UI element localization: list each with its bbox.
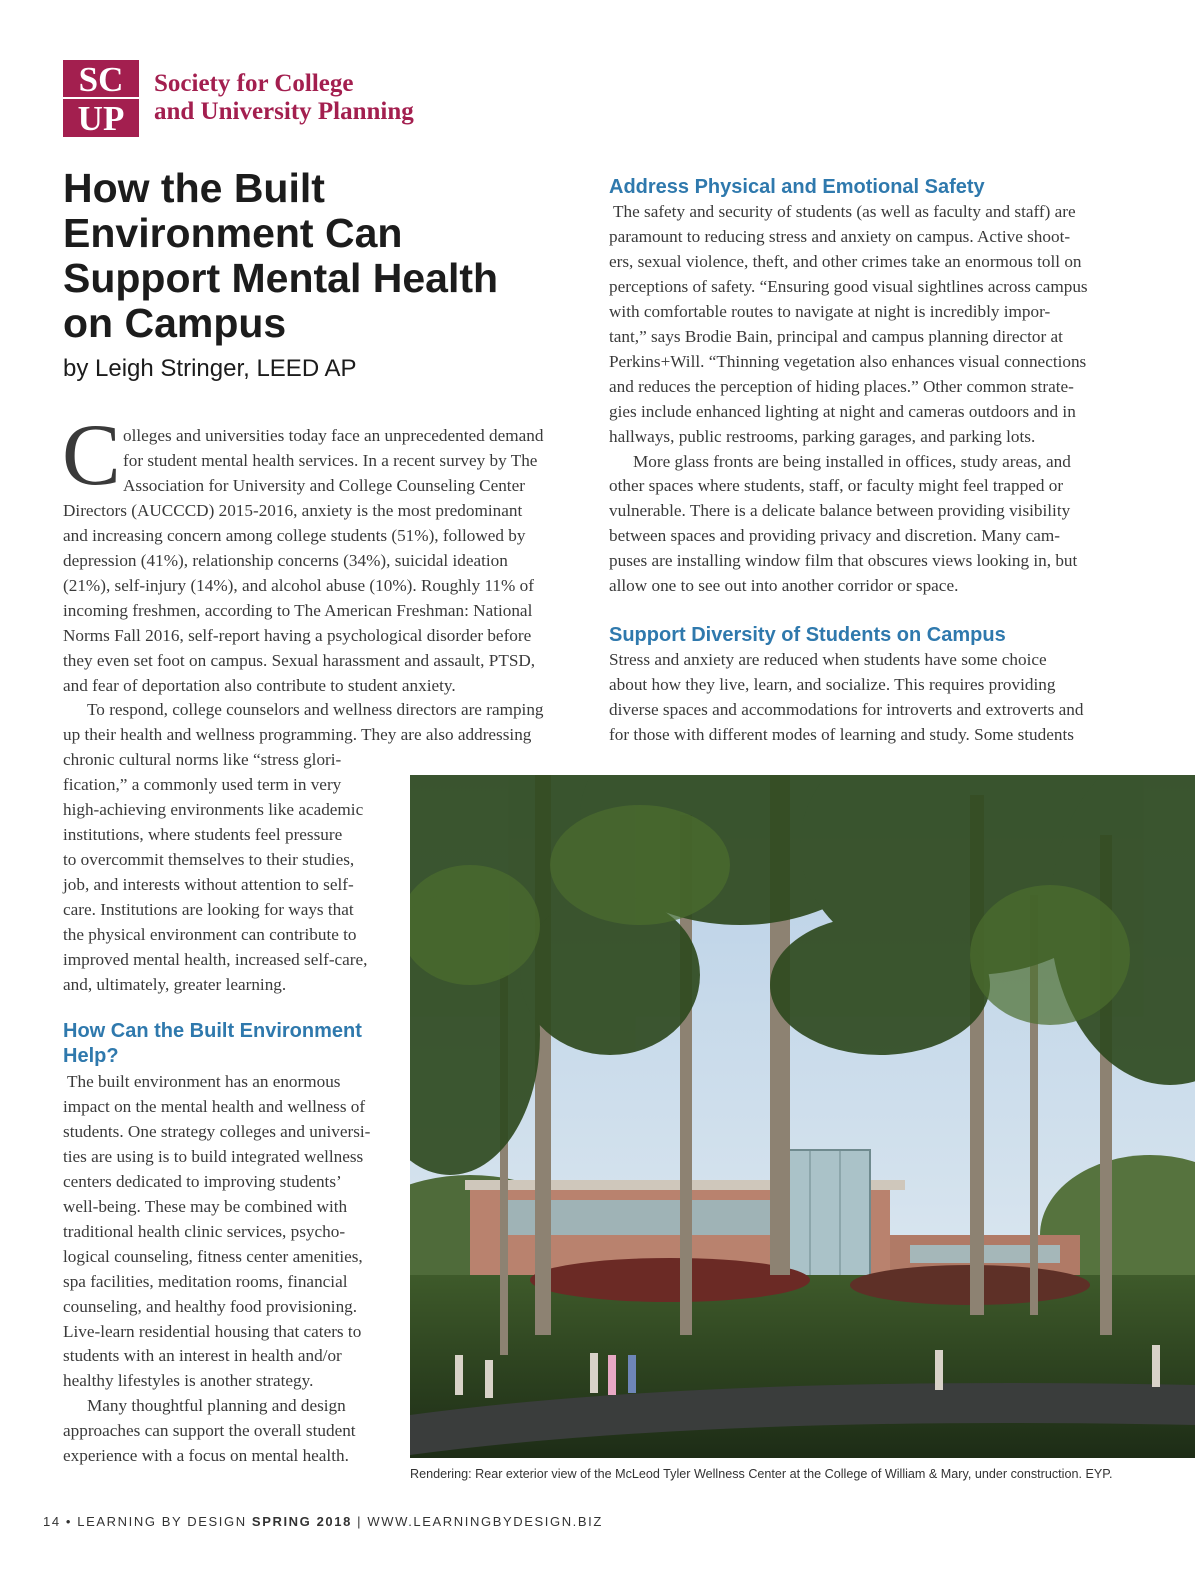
heading-line: How Can the Built Environment (63, 1020, 362, 1042)
wellness-center-rendering (410, 775, 1195, 1458)
title-line: Environment Can (63, 210, 403, 256)
text-line: Perkins+Will. “Thinning vegetation also enhances visual connections (609, 351, 1087, 371)
text-line: institutions, where students feel pressure (63, 825, 343, 845)
text-line: logical counseling, fitness center amenities, (63, 1246, 363, 1266)
article-title (63, 166, 583, 346)
text-line: they even set foot on campus. Sexual harassment and assault, PTSD, (63, 650, 536, 670)
text-line: job, and interests without attention to self- (63, 875, 354, 895)
text-line: Stress and anxiety are reduced when students have some choice (609, 650, 1047, 669)
text-line: healthy lifestyles is another strategy. (63, 1371, 314, 1391)
text-line: allow one to see out into another corridor or space. (609, 576, 959, 596)
text-line: and, ultimately, greater learning. (63, 974, 287, 994)
text-line: puses are installing window film that obscures views looking in, but (609, 551, 1078, 571)
photo-caption: Rendering: Rear exterior view of the McLeod Tyler Wellness Center at the College of William & Mary, under construction. EYP. (410, 1467, 1113, 1481)
website-link[interactable]: WWW.LEARNINGBYDESIGN.BIZ (367, 1514, 603, 1529)
text-line: (21%), self-injury (14%), and alcohol abuse (10%). Roughly 11% of (63, 575, 534, 595)
text-line: students with an interest in health and/or (63, 1346, 342, 1366)
logo-mark-bottom: UP (77, 99, 125, 138)
text-line: counseling, and healthy food provisioning. (63, 1296, 358, 1316)
text-line: paramount to reducing stress and anxiety on campus. Active shoot- (609, 226, 1071, 246)
text-line: Directors (AUCCCD) 2015-2016, anxiety is the most predominant (63, 500, 523, 520)
text-line: for student mental health services. In a recent survey by The (123, 450, 538, 470)
text-line: Many thoughtful planning and design (87, 1396, 346, 1416)
text-line: Live-learn residential housing that caters to (63, 1321, 362, 1341)
drop-cap: C (62, 407, 121, 504)
text-line: to overcommit themselves to their studies, (63, 850, 355, 870)
byline: by Leigh Stringer, LEED AP (63, 355, 357, 382)
text-line: More glass fronts are being installed in offices, study areas, and (633, 451, 1071, 471)
magazine-name: LEARNING BY DESIGN (77, 1514, 247, 1529)
text-line: for those with different modes of learning and study. Some students (609, 724, 1074, 744)
text-line: ties are using is to build integrated wellness (63, 1146, 364, 1166)
text-line: Norms Fall 2016, self-report having a psychological disorder before (63, 625, 532, 645)
section-heading-diversity: Support Diversity of Students on Campus (609, 624, 1006, 646)
logo-mark-top: SC (63, 60, 139, 99)
text-line: chronic cultural norms like “stress glori- (63, 750, 342, 770)
heading-line: Help? (63, 1045, 119, 1067)
page-footer (43, 1514, 603, 1529)
page-number: 14 (43, 1514, 61, 1529)
title-line: How the Built (63, 165, 325, 211)
text-line: hallways, public restrooms, parking garages, and parking lots. (609, 426, 1036, 446)
text-line: The safety and security of students (as well as faculty and staff) are (609, 202, 1076, 221)
issue-label: SPRING 2018 (251, 1514, 352, 1529)
footer-separator: | (357, 1514, 363, 1529)
scup-logo-mark (63, 60, 139, 137)
text-line: centers dedicated to improving students’ (63, 1171, 342, 1191)
text-line: students. One strategy colleges and universi- (63, 1121, 371, 1141)
text-line: vulnerable. There is a delicate balance between providing visibility (609, 501, 1071, 521)
text-line: approaches can support the overall student (63, 1421, 356, 1441)
text-line: about how they live, learn, and socialize. This requires providing (609, 674, 1056, 694)
text-line: and increasing concern among college students (51%), followed by (63, 525, 526, 545)
text-line: olleges and universities today face an unprecedented demand (123, 426, 544, 445)
text-line: and reduces the perception of hiding places.” Other common strate- (609, 376, 1074, 396)
text-line: the physical environment can contribute to (63, 925, 357, 945)
text-line: incoming freshmen, according to The American Freshman: National (63, 600, 533, 620)
text-line: depression (41%), relationship concerns (34%), suicidal ideation (63, 550, 508, 570)
text-line: gies include enhanced lighting at night and cameras outdoors and in (609, 401, 1076, 421)
diversity-body (609, 648, 1083, 748)
built-environment-body (63, 1070, 370, 1469)
text-line: high-achieving environments like academic (63, 800, 364, 820)
text-line: between spaces and providing privacy and discretion. Many cam- (609, 526, 1061, 546)
title-line: on Campus (63, 300, 287, 346)
text-line: ers, sexual violence, theft, and other crimes take an enormous toll on (609, 251, 1082, 271)
text-line: other spaces where students, staff, or faculty might feel trapped or (609, 476, 1064, 496)
title-line: Support Mental Health (63, 255, 499, 301)
logo-org-line-2: and University Planning (154, 98, 414, 125)
section-heading-built-environment (63, 1019, 362, 1069)
text-line: The built environment has an enormous (63, 1072, 341, 1091)
text-line: improved mental health, increased self-care, (63, 950, 368, 970)
text-line: and fear of deportation also contribute to student anxiety. (63, 675, 456, 695)
text-line: impact on the mental health and wellness of (63, 1096, 366, 1116)
text-line: with comfortable routes to navigate at night is incredibly impor- (609, 301, 1051, 321)
text-line: well-being. These may be combined with (63, 1196, 348, 1216)
safety-body (609, 200, 1088, 599)
text-line: perceptions of safety. “Ensuring good visual sightlines across campus (609, 276, 1088, 296)
text-line: Association for University and College Counseling Center (123, 475, 525, 495)
text-line: To respond, college counselors and wellness directors are ramping (87, 700, 544, 720)
text-line: fication,” a commonly used term in very (63, 775, 342, 795)
text-line: care. Institutions are looking for ways that (63, 900, 354, 920)
text-line: tant,” says Brodie Bain, principal and campus planning director at (609, 326, 1063, 346)
text-line: diverse spaces and accommodations for introverts and extroverts and (609, 699, 1084, 719)
text-line: experience with a focus on mental health. (63, 1446, 349, 1466)
logo-org-line-1: Society for College (154, 70, 354, 97)
text-line: spa facilities, meditation rooms, financial (63, 1271, 348, 1291)
text-line: traditional health clinic services, psycho- (63, 1221, 346, 1241)
footer-bullet: • (65, 1514, 73, 1529)
section-heading-safety: Address Physical and Emotional Safety (609, 176, 985, 198)
text-line: up their health and wellness programming. They are also addressing (63, 725, 532, 745)
rendering-image (410, 775, 1195, 1458)
logo-org-name (154, 70, 414, 126)
